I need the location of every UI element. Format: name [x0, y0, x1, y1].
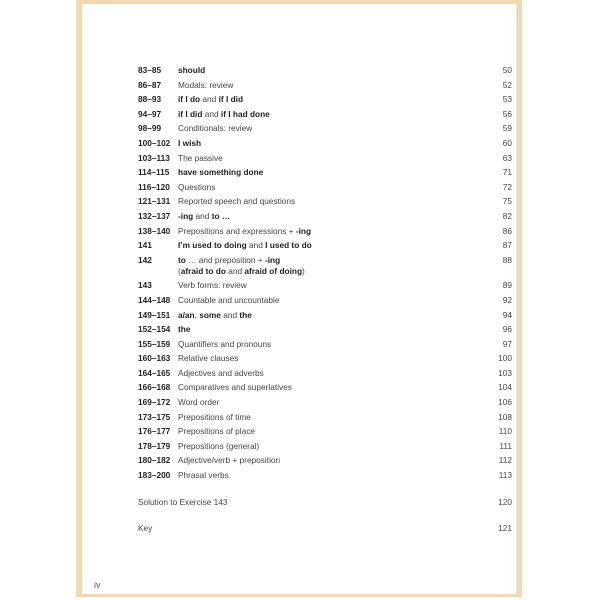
toc-entry-title-part: Prepositions of place: [178, 426, 256, 437]
toc-entry-solution: [138, 497, 512, 508]
toc-entry-units: 121–131: [138, 196, 171, 207]
toc-entry-title: [178, 65, 488, 76]
document-page: [82, 4, 517, 594]
toc-entry: [138, 182, 512, 193]
toc-entry-page: 104: [498, 382, 512, 393]
toc-entry-title-part: afraid of doing: [244, 265, 303, 276]
toc-entry-title-part: Modals: review: [178, 79, 234, 90]
toc-entry: [138, 280, 512, 291]
toc-entry-title-part: some: [199, 309, 221, 320]
toc-entry: [138, 339, 512, 350]
toc-entry-title-part: Questions: [178, 181, 216, 192]
toc-entry-title-part: Verb forms: review: [178, 280, 247, 291]
toc-entry-page: 121: [498, 522, 512, 533]
toc-entry-title-part: Prepositions (general): [178, 440, 260, 451]
toc-entry-page: 52: [502, 79, 512, 90]
toc-entry-title-part: Prepositions and expressions +: [178, 225, 296, 236]
toc-entry-units: 94–97: [138, 108, 162, 119]
toc-entry-page: 71: [502, 167, 512, 178]
toc-entry-title-part: I wish: [178, 137, 202, 148]
toc-entry-title-part: Comparatives and superlatives: [178, 382, 292, 393]
spacer: [138, 508, 512, 523]
toc-entry-title: [178, 167, 488, 178]
toc-entry-units: 173–175: [138, 411, 171, 422]
toc-entry-title-part: and: [200, 94, 219, 105]
toc-entry: [138, 240, 512, 251]
toc-entry-title-part: Quantifiers and pronouns: [178, 338, 272, 349]
toc-entry-title-part: and: [193, 210, 212, 221]
toc-entry-title-part: should: [178, 65, 206, 75]
toc-entry-title-part: and: [220, 309, 240, 320]
toc-entry-title-part: and: [202, 108, 221, 119]
toc-entry-title: Solution to Exercise 143: [138, 496, 228, 507]
toc-entry: [138, 226, 512, 237]
toc-entry-title-part: afraid to do: [180, 265, 226, 276]
toc-entry-title-part: ,: [194, 309, 200, 320]
toc-entry-units: 88–93: [138, 94, 162, 105]
toc-entry: [138, 65, 512, 76]
toc-entry: [138, 255, 512, 277]
toc-entry-title-part: -ing: [264, 254, 281, 265]
toc-entry-title-part: have something done: [178, 167, 264, 178]
toc-entry-title-part: Conditionals: review: [178, 123, 253, 134]
toc-entry-title-part: and: [246, 240, 266, 251]
toc-entry-title-part: if I did: [178, 108, 203, 119]
toc-entry-title: [178, 441, 488, 452]
toc-entry: [138, 196, 512, 207]
toc-entry-page: 59: [502, 123, 512, 134]
toc-entry-title-part: Prepositions of time: [178, 411, 251, 422]
toc-entry-title-part: if I had done: [220, 108, 270, 119]
toc-entry-page: 53: [502, 94, 512, 105]
toc-entry-title-part: to: [178, 254, 186, 265]
toc-entry-page: 97: [502, 338, 512, 349]
toc-entry: [138, 455, 512, 466]
toc-entry-page: 87: [502, 240, 512, 251]
toc-entry-units: 176–177: [138, 426, 171, 437]
toc-entry: [138, 353, 512, 364]
toc-entry: [138, 470, 512, 481]
toc-entry-title-part: ): [302, 265, 305, 276]
toc-entry: [138, 441, 512, 452]
toc-entry-title-part: the: [178, 324, 191, 335]
toc-entry-title-part: to …: [211, 210, 231, 221]
toc-entry-page: 82: [502, 210, 512, 221]
toc-entry-title: [178, 295, 488, 306]
toc-entry: [138, 138, 512, 149]
toc-entry-title: [178, 426, 488, 437]
spacer: [138, 485, 512, 497]
toc-entry-page: 108: [498, 411, 512, 422]
toc-entry-title: [178, 94, 488, 105]
toc-entry: [138, 295, 512, 306]
toc-entry-title: [178, 182, 488, 193]
toc-entry-units: 132–137: [138, 210, 171, 221]
toc-entry-title: [178, 80, 488, 91]
toc-entry-page: 103: [498, 367, 512, 378]
toc-entry-title-part: … and preposition +: [185, 254, 265, 265]
toc-entry-units: 152–154: [138, 324, 171, 335]
toc-entry-units: 100–102: [138, 137, 171, 148]
toc-entry-title: [178, 109, 488, 120]
toc-entry: [138, 123, 512, 134]
toc-entry-units: 98–99: [138, 123, 162, 134]
toc-entry-page: 113: [498, 470, 512, 481]
toc-entry-title: [178, 382, 488, 393]
toc-entry-title: [178, 255, 488, 277]
toc-entry-title-part: a/an: [178, 309, 195, 320]
toc-entry-units: 180–182: [138, 455, 171, 466]
toc-entry-page: 72: [502, 181, 512, 192]
toc-entry-title: [178, 353, 488, 364]
toc-entry-title-part: -ing: [178, 210, 194, 221]
toc-entry-title: [178, 226, 488, 237]
toc-entry-page: 50: [502, 65, 512, 75]
toc-entry-key: [138, 523, 512, 534]
toc-entry-title-part: if I did: [218, 94, 244, 105]
toc-entry-page: 96: [502, 324, 512, 335]
toc-entry-page: 106: [498, 397, 512, 408]
toc-entry-title: [178, 240, 488, 251]
toc-entry-page: 111: [499, 440, 512, 451]
toc-entry-title-part: -ing: [295, 225, 312, 236]
toc-entry-title: [178, 138, 488, 149]
toc-entry-page: 112: [498, 455, 512, 466]
toc-entry: [138, 80, 512, 91]
toc-entry-page: 75: [502, 196, 512, 207]
toc-entry-units: 160–163: [138, 353, 171, 364]
toc-entry-units: 86–87: [138, 79, 162, 90]
toc-entry-title-part: Word order: [178, 397, 220, 408]
table-of-contents: [138, 65, 512, 534]
toc-entry: [138, 397, 512, 408]
toc-entry-page: 89: [502, 280, 512, 291]
toc-entry-page: 94: [502, 309, 512, 320]
toc-entry-title-part: Adjectives and adverbs: [178, 367, 264, 378]
toc-entry-page: 110: [498, 426, 512, 437]
toc-entry-title-part: the: [239, 309, 252, 320]
toc-entry-title-part: Reported speech and questions: [178, 196, 296, 207]
toc-entry-title: [178, 196, 488, 207]
toc-entry-title-part: I’m used to doing: [178, 240, 247, 251]
toc-entry: [138, 94, 512, 105]
toc-entry: [138, 426, 512, 437]
toc-entry-title: [178, 211, 488, 222]
toc-entry-title: [178, 339, 488, 350]
toc-entry-title: [178, 470, 488, 481]
toc-entry-title: [178, 280, 488, 291]
toc-entry-title-part: Relative clauses: [178, 353, 239, 364]
toc-entry-title: [178, 324, 488, 335]
toc-entry: [138, 368, 512, 379]
toc-entry-title: [178, 153, 488, 164]
toc-entry-title-part: Countable and uncountable: [178, 294, 280, 305]
toc-entry: [138, 310, 512, 321]
toc-entry-page: 100: [498, 353, 512, 364]
toc-entry-title-part: and: [225, 265, 245, 276]
toc-entry-title: [178, 368, 488, 379]
toc-entry-title: [178, 455, 488, 466]
toc-entry-title-part: The passive: [178, 152, 223, 163]
toc-entry-title-part: I used to do: [265, 240, 312, 251]
toc-entry-units: 114–115: [138, 167, 170, 178]
toc-entry-page: 56: [502, 108, 512, 119]
toc-entry-page: 63: [502, 152, 512, 163]
toc-entry-units: 144–148: [138, 294, 171, 305]
toc-entry-units: 116–120: [138, 181, 170, 192]
toc-entry-title-part: Adjective/verb + preposition: [178, 455, 281, 466]
toc-entry-page: 88: [502, 254, 512, 265]
toc-entries: [138, 65, 512, 481]
toc-entry: [138, 109, 512, 120]
toc-entry-units: 164–165: [138, 367, 171, 378]
toc-entry-units: 178–179: [138, 440, 171, 451]
toc-entry-units: 166–168: [138, 382, 171, 393]
toc-entry-units: 143: [138, 280, 152, 291]
toc-entry-units: 149–151: [138, 309, 171, 320]
toc-entry: [138, 412, 512, 423]
toc-entry: [138, 153, 512, 164]
toc-entry-units: 183–200: [138, 470, 171, 481]
toc-entry: [138, 211, 512, 222]
toc-entry-title: Key: [138, 522, 153, 533]
toc-entry-page: 92: [502, 294, 512, 305]
toc-entry-title-part: if I do: [178, 94, 201, 105]
toc-entry-title-part: (: [178, 265, 181, 276]
toc-entry-units: 138–140: [138, 225, 171, 236]
toc-entry-page: 60: [502, 137, 512, 148]
toc-entry-title: [178, 397, 488, 408]
toc-entry-units: 103–113: [138, 152, 170, 163]
toc-entry-units: 83–85: [138, 65, 162, 75]
toc-entry: [138, 324, 512, 335]
toc-entry-units: 142: [138, 254, 152, 265]
toc-entry-title: [178, 310, 488, 321]
toc-entry: [138, 167, 512, 178]
toc-entry-page: 120: [498, 496, 512, 507]
toc-entry-title: [178, 412, 488, 423]
page-number: iv: [94, 580, 101, 590]
toc-entry: [138, 382, 512, 393]
toc-entry-title: [178, 123, 488, 134]
toc-entry-units: 169–172: [138, 397, 171, 408]
toc-entry-units: 141: [138, 240, 152, 251]
toc-entry-title-part: Phrasal verbs: [178, 470, 229, 481]
toc-entry-units: 155–159: [138, 338, 171, 349]
toc-entry-page: 86: [502, 225, 512, 236]
